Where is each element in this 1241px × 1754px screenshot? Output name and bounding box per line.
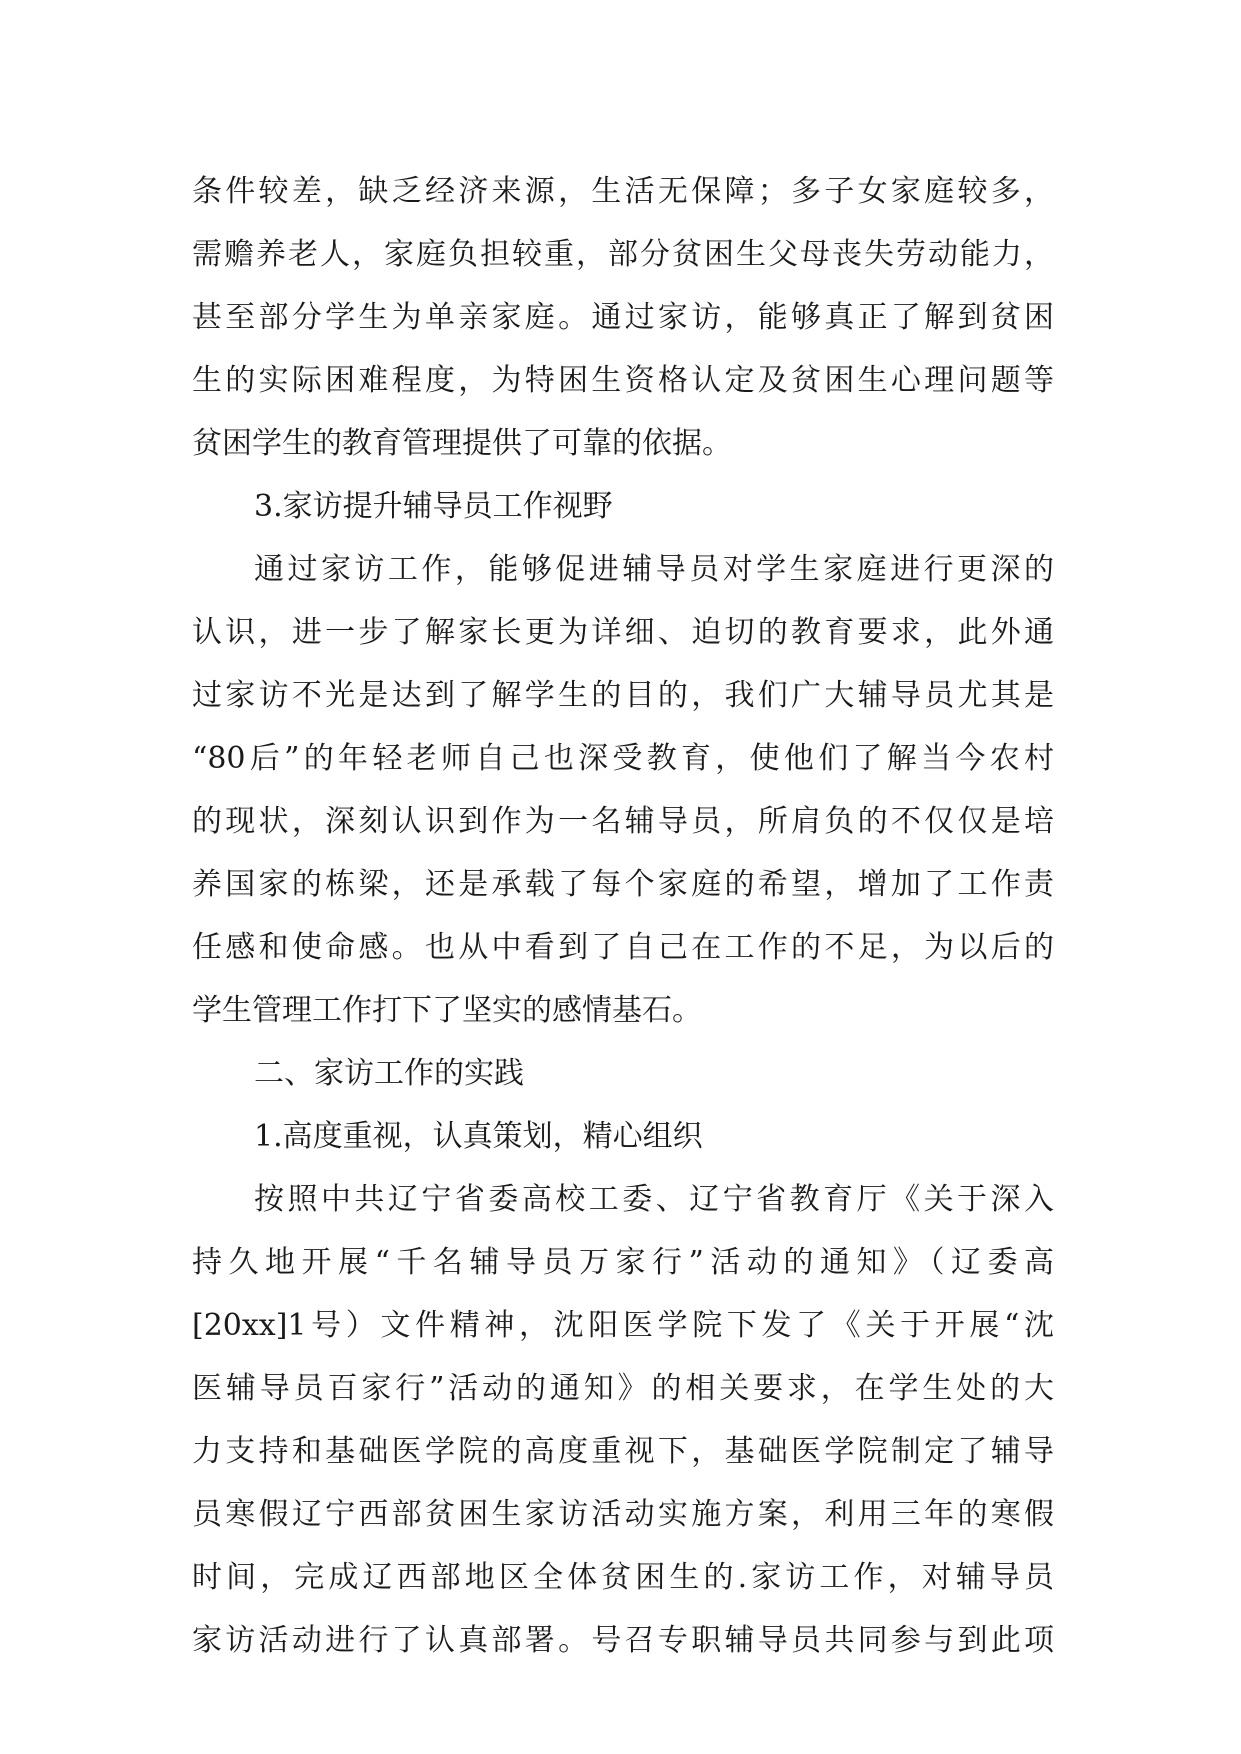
- text-line: 贫困学生的教育管理提供了可靠的依据。: [192, 426, 732, 461]
- text-line: 通过家访工作，能够促进辅导员对学生家庭进行更深的: [254, 552, 1054, 587]
- text-line: 学生管理工作打下了坚实的感情基石。: [192, 993, 702, 1028]
- text-line: [20xx]1号）文件精神，沈阳医学院下发了《关于开展“沈: [192, 1308, 1054, 1343]
- text-line: 需赡养老人，家庭负担较重，部分贫困生父母丧失劳动能力，: [192, 237, 1054, 272]
- text-line: 时间，完成辽西部地区全体贫困生的.家访工作，对辅导员: [192, 1560, 1054, 1595]
- text-line: 1.高度重视，认真策划，精心组织: [254, 1119, 703, 1154]
- text-line: 家访活动进行了认真部署。号召专职辅导员共同参与到此项: [192, 1623, 1054, 1658]
- text-line: 任感和使命感。也从中看到了自己在工作的不足，为以后的: [192, 930, 1054, 965]
- text-line: 条件较差，缺乏经济来源，生活无保障；多子女家庭较多，: [192, 174, 1054, 209]
- text-line: 3.家访提升辅导员工作视野: [254, 489, 613, 524]
- text-line: 医辅导员百家行”活动的通知》的相关要求，在学生处的大: [192, 1371, 1054, 1406]
- text-line: 认识，进一步了解家长更为详细、迫切的教育要求，此外通: [192, 615, 1054, 650]
- text-line: 的现状，深刻认识到作为一名辅导员，所肩负的不仅仅是培: [192, 804, 1054, 839]
- text-line: 持久地开展“千名辅导员万家行”活动的通知》（辽委高: [192, 1245, 1054, 1280]
- text-line: 养国家的栋梁，还是承载了每个家庭的希望，增加了工作责: [192, 867, 1054, 902]
- text-line: 过家访不光是达到了解学生的目的，我们广大辅导员尤其是: [192, 678, 1054, 713]
- text-line: 二、家访工作的实践: [254, 1056, 524, 1091]
- text-line: 按照中共辽宁省委高校工委、辽宁省教育厅《关于深入: [254, 1182, 1054, 1217]
- text-line: 员寒假辽宁西部贫困生家访活动实施方案，利用三年的寒假: [192, 1497, 1054, 1532]
- body-text: [192, 160, 1054, 1672]
- text-line: 生的实际困难程度，为特困生资格认定及贫困生心理问题等: [192, 363, 1054, 398]
- text-line: 力支持和基础医学院的高度重视下，基础医学院制定了辅导: [192, 1434, 1054, 1469]
- text-line: 甚至部分学生为单亲家庭。通过家访，能够真正了解到贫困: [192, 300, 1054, 335]
- text-line: “80后”的年轻老师自己也深受教育，使他们了解当今农村: [192, 741, 1054, 776]
